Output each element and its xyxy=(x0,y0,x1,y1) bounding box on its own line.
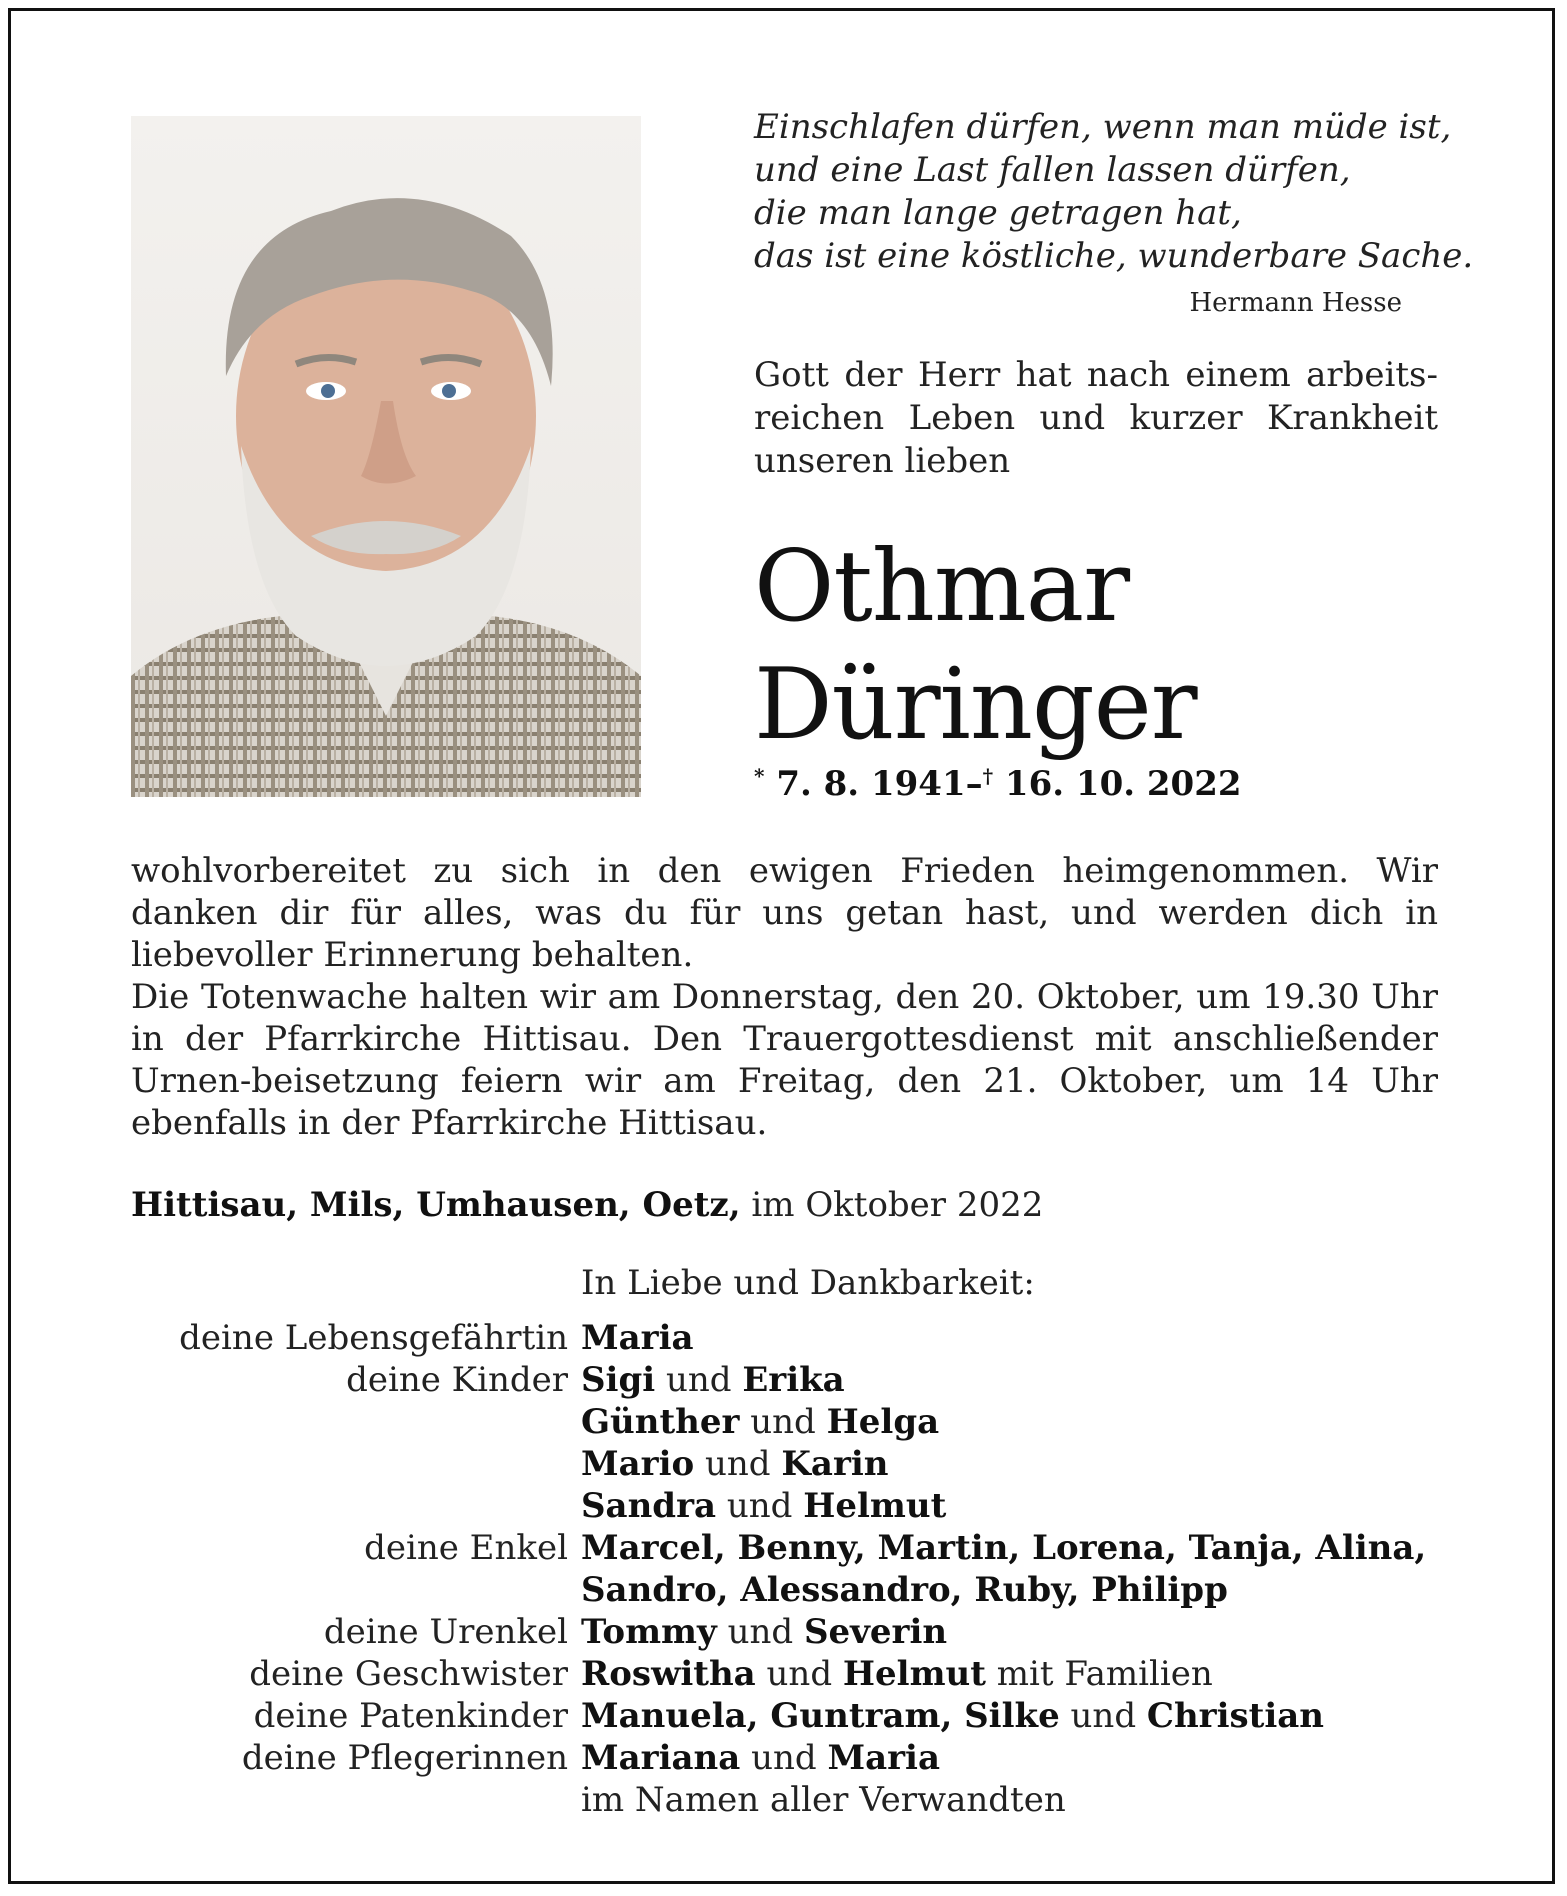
relation-label: deine Kinder xyxy=(346,1360,568,1400)
conjunction: und xyxy=(726,1486,793,1526)
mourner-row xyxy=(131,1317,1461,1359)
conjunction: und xyxy=(727,1612,794,1652)
poem-line: und eine Last fallen lassen dürfen, xyxy=(754,150,1351,190)
body-paragraph: wohlvorbereitet zu sich in den ewigen Frieden heimgenommen. Wir danken dir für alles, was du für uns getan hast, und werden dich in liebevoller Erinnerung behalten. xyxy=(131,851,1438,975)
mourner-name: Maria xyxy=(827,1738,940,1778)
relation-label: deine Geschwister xyxy=(249,1654,568,1694)
conjunction: und xyxy=(1070,1696,1137,1736)
relation-label: deine Pflegerinnen xyxy=(241,1738,568,1778)
mourner-row xyxy=(131,1359,1461,1401)
mourner-row xyxy=(131,1401,1461,1443)
birth-date: 7. 8. 1941 xyxy=(776,764,966,804)
conjunction: und xyxy=(665,1360,732,1400)
body-paragraph: Die Totenwache halten wir am Donnerstag, den 20. Oktober, um 19.30 Uhr in der Pfarrkirche Hittisau. Den Trauergottesdienst mit anschließender Urnen-beisetzung feiern wir am Freitag, den 21. Oktober, um 14 Uhr ebenfalls in der Pfarrkirche Hittisau. xyxy=(131,977,1438,1143)
mourner-name: Sigi xyxy=(581,1360,656,1400)
mourners-footer: im Namen aller Verwandten xyxy=(581,1780,1066,1820)
mourners-list xyxy=(131,1317,1461,1821)
mourner-name: Severin xyxy=(803,1612,948,1652)
poem-author: Hermann Hesse xyxy=(1189,288,1402,318)
mourner-row xyxy=(131,1485,1461,1527)
mourner-name: Helmut xyxy=(803,1486,947,1526)
relation-label: deine Lebensgefährtin xyxy=(179,1318,568,1358)
mourner-row xyxy=(131,1527,1461,1569)
mourner-name: Manuela, Guntram, Silke xyxy=(581,1696,1060,1736)
death-cross-icon: † xyxy=(982,764,994,788)
poem-quote xyxy=(754,106,1474,278)
mourner-row xyxy=(131,1611,1461,1653)
life-dates xyxy=(754,764,1242,804)
mourner-suffix: mit Familien xyxy=(996,1654,1213,1694)
poem-line: das ist eine köstliche, wunderbare Sache. xyxy=(754,236,1474,276)
intro-text: Gott der Herr hat nach einem arbeits-reichen Leben und kurzer Krankheit unseren lieben xyxy=(754,355,1438,481)
conjunction: und xyxy=(766,1654,833,1694)
closing-line: In Liebe und Dankbarkeit: xyxy=(581,1263,1035,1303)
mourner-name: Mariana xyxy=(581,1738,741,1778)
portrait-illustration xyxy=(131,116,641,797)
birth-star-icon: * xyxy=(754,764,765,788)
relation-label: deine Urenkel xyxy=(323,1612,568,1652)
mourner-name: Sandro, Alessandro, Ruby, Philipp xyxy=(581,1570,1228,1610)
mourner-name: Sandra xyxy=(581,1486,717,1526)
mourner-row xyxy=(131,1443,1461,1485)
death-date: 16. 10. 2022 xyxy=(1004,764,1242,804)
mourner-name: Mario xyxy=(581,1444,695,1484)
poem-line: die man lange getragen hat, xyxy=(754,193,1242,233)
mourner-name: Marcel, Benny, Martin, Lorena, Tanja, Alina, xyxy=(581,1528,1427,1568)
mourner-name: Erika xyxy=(742,1360,845,1400)
mourner-row xyxy=(131,1737,1461,1779)
mourner-name: Tommy xyxy=(581,1612,717,1652)
deceased-name xyxy=(754,528,1197,764)
portrait-photo xyxy=(131,116,641,797)
mourner-name: Helga xyxy=(826,1402,940,1442)
conjunction: und xyxy=(751,1738,817,1778)
poem-line: Einschlafen dürfen, wenn man müde ist, xyxy=(754,107,1452,147)
place-and-date xyxy=(131,1185,1043,1225)
relation-label: deine Enkel xyxy=(364,1528,568,1568)
mourner-name: Günther xyxy=(581,1402,740,1442)
mourner-row xyxy=(131,1569,1461,1611)
conjunction: und xyxy=(750,1402,816,1442)
place-towns: Hittisau, Mils, Umhausen, Oetz, xyxy=(131,1185,741,1225)
mourner-name: Christian xyxy=(1146,1696,1325,1736)
mourner-name: Roswitha xyxy=(581,1654,756,1694)
conjunction: und xyxy=(705,1444,771,1484)
mourner-name: Maria xyxy=(581,1318,694,1358)
body-text xyxy=(131,850,1438,1144)
mourner-row xyxy=(131,1695,1461,1737)
last-name: Düringer xyxy=(754,648,1197,762)
mourner-row xyxy=(131,1653,1461,1695)
mourner-name: Helmut xyxy=(842,1654,986,1694)
date-dash: – xyxy=(965,764,983,804)
place-date: im Oktober 2022 xyxy=(751,1185,1044,1225)
first-name: Othmar xyxy=(754,530,1130,644)
mourner-name: Karin xyxy=(781,1444,889,1484)
relation-label: deine Patenkinder xyxy=(253,1696,568,1736)
